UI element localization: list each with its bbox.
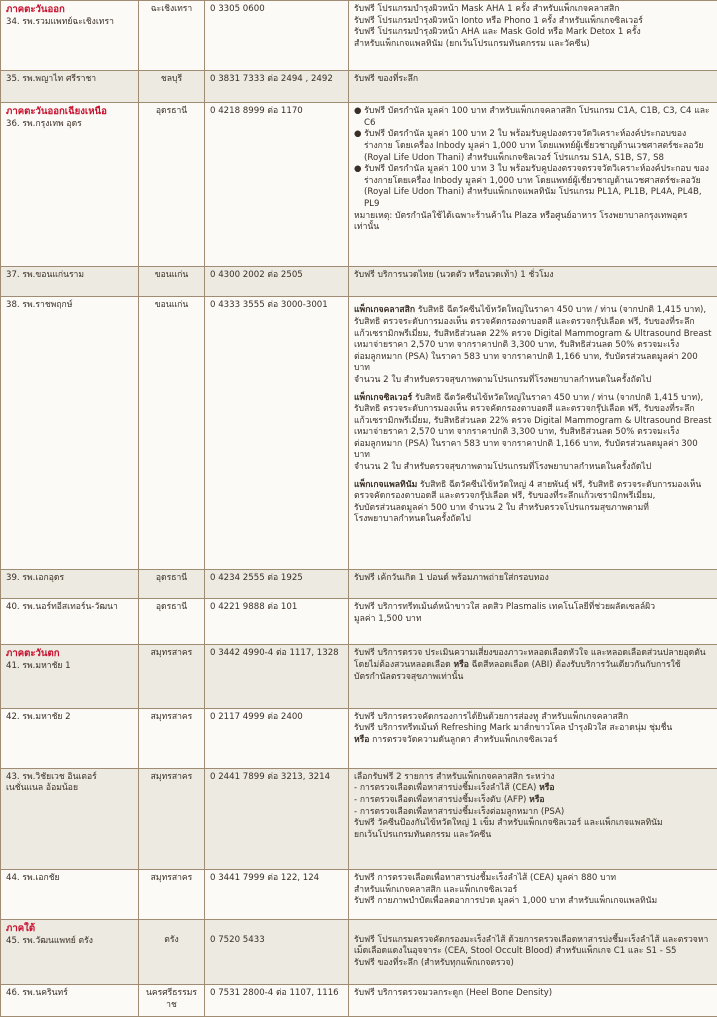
hospital-name: 43. รพ.วิชัยเวช อินเตอร์เนชั่นแนล อ้อมน้อย	[1, 768, 139, 869]
table-row	[1, 569, 717, 599]
privilege-note: หมายเหตุ: บัตรกำนัลใช้ได้เฉพาะร้านค้าใน Plaza หรือศูนย์อาหาร โรงพยาบาลกรุงเทพอุดร เท่านั้น	[354, 210, 688, 233]
table-row	[1, 297, 717, 569]
emphasis-text: หรือ	[529, 795, 545, 806]
package-label: แพ็กเกจซิลเวอร์	[354, 392, 413, 403]
privilege-line: รับฟรี โปรแกรมตรวจคัดกรองมะเร็งลำไส้ ด้วยการตรวจเลือดหาสารบ่งชี้มะเร็งลำไส้ และตรวจหา	[354, 934, 709, 945]
province-cell: สมุทรสาคร	[139, 708, 205, 768]
province-cell: อุดรธานี	[139, 103, 205, 266]
hospital-cell	[1, 1, 139, 71]
privilege-line: รับฟรี โปรแกรมบำรุงผิวหน้า Mask AHA 1 ครั้ง สำหรับแพ็กเกจคลาสสิก	[354, 4, 620, 14]
privilege-line	[354, 818, 712, 830]
privilege-line: รับฟรี การตรวจเลือดเพื่อหาสารบ่งชี้มะเร็งลำไส้ (CEA) มูลค่า 880 บาท	[354, 873, 617, 884]
privilege-line	[354, 783, 712, 795]
privilege-cell	[349, 569, 717, 599]
privilege-bullet: ● รับฟรี บัตรกำนัล มูลค่า 100 บาท 2 ใบ พร้อมรับคูปองตรวจวัดวิเคราะห์องค์ประกอบของร่างกาย โดยเครื่อง Inbody มูลค่า 1,000 บาท โดยแพทย์ผู้เชี่ยวชาญด้านเวชศาสตร์ชะลอวัย (Royal Life Udon Thani) สำหรับแพ็กเกจซิลเวอร์ โปรแกรม S1A, S1B, S7, S8	[354, 129, 704, 163]
package-line: ตรวจคัดกรองตาบอดสี และตรวจกรุ๊ปเลือด ฟรี, รับของที่ระลึกแก้วเซรามิกพรีเมี่ยม,	[354, 491, 656, 502]
phone-cell: 0 2117 4999 ต่อ 2400	[205, 708, 349, 768]
privilege-text: บัตรกำนัลตรวจสุขภาพเท่านั้น	[354, 671, 464, 682]
phone-cell: 0 3441 7999 ต่อ 122, 124	[205, 870, 349, 920]
package-line: รับสิทธิ ตรวจระดับการมองเห็น ตรวจคัดกรองตาบอดสี และตรวจกรุ๊ปเลือด ฟรี, รับของที่ระลึก	[354, 404, 695, 415]
privilege-text: รับฟรี บริการทรีทเม้นท์ Refreshing Mark มาส์กขาวโคล บำรุงผิวใส สะอาดนุ่ม ชุ่มชื่น	[354, 723, 673, 734]
privilege-text: - การตรวจเลือดเพื่อหาสารบ่งชี้มะเร็งต่อมลูกหมาก (PSA)	[354, 806, 565, 817]
privilege-line: สำหรับแพ็กเกจแพลทินัม (ยกเว้นโปรแกรมทันตกรรม และวัคซีน)	[354, 38, 590, 49]
package-line: เหมาจ่ายราคา 2,570 บาท จากราคาปกติ 3,300 บาท, รับสิทธิส่วนลด 50% ตรวจมะเร็ง	[354, 427, 680, 438]
province-cell: ฉะเชิงเทรา	[139, 1, 205, 71]
privilege-cell	[349, 645, 717, 708]
package-text: รับสิทธิ ฉีดวัคซีนไข้หวัดใหญ่ 4 สายพันธุ์ ฟรี, รับสิทธิ ตรวจระดับการมองเห็น	[417, 479, 702, 490]
package-line: ต่อมลูกหมาก (PSA) ในราคา 583 บาท จากราคาปกติ 1,166 บาท, รับบัตรส่วนลดมูลค่า 200 บาท	[354, 351, 698, 374]
phone-cell: 0 4333 3555 ต่อ 3000-3001	[205, 297, 349, 569]
phone-cell: 0 4218 8999 ต่อ 1170	[205, 103, 349, 266]
hospital-name: 35. รพ.พญาไท ศรีราชา	[1, 70, 139, 103]
table-row	[1, 599, 717, 645]
privilege-line	[354, 795, 712, 807]
privilege-line	[354, 648, 712, 660]
privilege-cell	[349, 103, 717, 266]
package-label: แพ็กเกจคลาสสิก	[354, 305, 416, 316]
table-row	[1, 266, 717, 297]
privilege-cell	[349, 708, 717, 768]
privilege-cell	[349, 985, 717, 1017]
hospital-name: 42. รพ.มหาชัย 2	[1, 708, 139, 768]
privilege-text: การตรวจวัดความดันลูกตา สำหรับแพ็กเกจซิลเวอร์	[369, 734, 558, 745]
phone-cell: 0 3305 0600	[205, 1, 349, 71]
privilege-line: รับฟรี บริการนวดไทย (นวดตัว หรือนวดเท้า) 1 ชั่วโมง	[354, 269, 554, 280]
package-line: แก้วเซรามิกพรีเมี่ยม, รับสิทธิส่วนลด 22% ตรวจ Digital Mammogram & Ultrasound Breast	[354, 328, 712, 339]
package-line: เหมาจ่ายราคา 2,570 บาท จากราคาปกติ 3,300 บาท, รับสิทธิส่วนลด 50% ตรวจมะเร็ง	[354, 340, 680, 351]
emphasis-text: หรือ	[539, 783, 555, 794]
province-cell: อุดรธานี	[139, 599, 205, 645]
privilege-line: รับฟรี ของที่ระลึก (สำหรับทุกแพ็กเกจตรวจ)	[354, 957, 514, 968]
province-cell: ขอนแก่น	[139, 266, 205, 297]
hospital-name: 36. รพ.กรุงเทพ อุดร	[6, 119, 82, 130]
province-cell: ตรัง	[139, 919, 205, 984]
privilege-line	[354, 712, 712, 724]
privilege-text: - การตรวจเลือดเพื่อหาสารบ่งชี้มะเร็งลำไส้ (CEA)	[354, 783, 540, 794]
privilege-line: เม็ดเลือดแดงในอุจจาระ (CEA, Stool Occult Blood) สำหรับแพ็กเกจ C1 และ S1 - S5	[354, 946, 677, 957]
privilege-line	[354, 660, 712, 672]
privilege-cell	[349, 266, 717, 297]
privilege-cell	[349, 70, 717, 103]
phone-cell: 0 2441 7899 ต่อ 3213, 3214	[205, 768, 349, 869]
privilege-line: รับฟรี บริการทรีทเม้นต์หน้าขาวใส ลดสิว Plasmalis เทคโนโลยีที่ช่วยผลัดเซลล์ผิว	[354, 602, 656, 613]
privilege-text: รับฟรี วัคซีนป้องกันไข้หวัดใหญ่ 1 เข็ม สำหรับแพ็กเกจซิลเวอร์ และแพ็กเกจแพลทินัม	[354, 818, 663, 829]
privilege-line: รับฟรี โปรแกรมบำรุงผิวหน้า Ionto หรือ Phono 1 ครั้ง สำหรับแพ็กเกจซิลเวอร์	[354, 15, 643, 26]
phone-cell: 0 4234 2555 ต่อ 1925	[205, 569, 349, 599]
hospital-name: 41. รพ.มหาชัย 1	[6, 661, 71, 672]
table-row	[1, 768, 717, 869]
privilege-cell	[349, 599, 717, 645]
hospital-name: 40. รพ.นอร์ทอีสเทอร์น-วัฒนา	[1, 599, 139, 645]
bullet-text: รับฟรี บัตรกำนัล มูลค่า 100 บาท 3 ใบ พร้อมรับคูปองตรวจตรวจวัดวิเคราะห์องค์ประกอบ ของร่างกายโดยเครื่อง Inbody มูลค่า 1,000 บาท โดยแพทย์ผู้เชี่ยวชาญด้านเวชศาสตร์ชะลอวัย (Royal Life Udon Thani) สำหรับแพ็กเกจแพลทินัม โปรแกรม PL1A, PL1B, PL4A, PL4B, PL9	[364, 164, 709, 210]
province-cell: นครศรีธรรมราช	[139, 985, 205, 1017]
privilege-line: รับฟรี บริการตรวจมวลกระดูก (Heel Bone Density)	[354, 988, 553, 999]
emphasis-text: หรือ	[453, 660, 469, 671]
hospital-name: 38. รพ.ราชพฤกษ์	[1, 297, 139, 569]
privilege-line	[354, 772, 712, 784]
province-cell: อุดรธานี	[139, 569, 205, 599]
region-heading: ภาคตะวันออกเฉียงเหนือ	[6, 106, 107, 118]
privilege-line: มูลค่า 1,500 บาท	[354, 613, 422, 624]
province-cell: สมุทรสาคร	[139, 645, 205, 708]
phone-cell: 0 4221 9888 ต่อ 101	[205, 599, 349, 645]
privilege-text: - การตรวจเลือดเพื่อหาสารบ่งชี้มะเร็งตับ (AFP)	[354, 795, 530, 806]
package-line: แก้วเซรามิกพรีเมี่ยม, รับสิทธิส่วนลด 22% ตรวจ Digital Mammogram & Ultrasound Breast	[354, 415, 712, 426]
phone-cell: 0 7531 2800-4 ต่อ 1107, 1116	[205, 985, 349, 1017]
privilege-text: ยกเว้นโปรแกรมทันตกรรม และวัคซีน	[354, 829, 492, 840]
privilege-line	[354, 723, 712, 735]
province-cell: สมุทรสาคร	[139, 870, 205, 920]
privilege-line: รับฟรี ของที่ระลึก	[354, 73, 419, 84]
table-row	[1, 919, 717, 984]
hospital-name: 44. รพ.เอกชัย	[1, 870, 139, 920]
package-paragraph-first	[354, 393, 712, 405]
privilege-text: เลือกรับฟรี 2 รายการ สำหรับแพ็กเกจคลาสสิก ระหว่าง	[354, 771, 555, 782]
hospital-name: 45. รพ.วัฒนแพทย์ ตรัง	[6, 935, 93, 946]
package-paragraph-first	[354, 480, 712, 492]
table-row	[1, 870, 717, 920]
package-line: จำนวน 2 ใบ สำหรับตรวจสุขภาพตามโปรแกรมที่โรงพยาบาลกำหนดในครั้งถัดไป	[354, 374, 652, 385]
province-cell: ขอนแก่น	[139, 297, 205, 569]
privilege-line: รับฟรี โปรแกรมบำรุงผิวหน้า AHA และ Mask Gold หรือ Mark Detox 1 ครั้ง	[354, 27, 641, 38]
hospital-name: 37. รพ.ขอนแก่นราม	[1, 266, 139, 297]
hospital-cell	[1, 103, 139, 266]
province-cell: ชลบุรี	[139, 70, 205, 103]
phone-cell: 0 4300 2002 ต่อ 2505	[205, 266, 349, 297]
privilege-bullet: ● รับฟรี บัตรกำนัล มูลค่า 100 บาท สำหรับแพ็กเกจคลาสสิก โปรแกรม C1A, C1B, C3, C4 และ C6	[354, 106, 710, 128]
privilege-cell	[349, 297, 717, 569]
table-row	[1, 1, 717, 71]
region-heading: ภาคตะวันตก	[6, 648, 60, 660]
privilege-text: รับฟรี บริการตรวจ ประเมินความเสี่ยงของภาวะหลอดเลือดหัวใจ และหลอดเลือดส่วนปลายอุดตัน	[354, 648, 706, 659]
bullet-text: รับฟรี บัตรกำนัล มูลค่า 100 บาท 2 ใบ พร้อมรับคูปองตรวจวัดวิเคราะห์องค์ประกอบของร่างกาย โดยเครื่อง Inbody มูลค่า 1,000 บาท โดยแพทย์ผู้เชี่ยวชาญด้านเวชศาสตร์ชะลอวัย (Royal Life Udon Thani) สำหรับแพ็กเกจซิลเวอร์ โปรแกรม S1A, S1B, S7, S8	[364, 129, 704, 163]
privilege-line	[354, 830, 712, 842]
hospital-cell	[1, 919, 139, 984]
package-line: จำนวน 2 ใบ สำหรับตรวจสุขภาพตามโปรแกรมที่โรงพยาบาลกำหนดในครั้งถัดไป	[354, 462, 652, 473]
package-label: แพ็กเกจแพลทินัม	[354, 479, 418, 490]
privilege-line	[354, 807, 712, 819]
privilege-cell	[349, 919, 717, 984]
privilege-cell	[349, 870, 717, 920]
table-row	[1, 103, 717, 266]
privilege-text: โดยไม่ต้องสวนหลอดเลือด	[354, 660, 454, 671]
privilege-cell	[349, 1, 717, 71]
bullet-text: รับฟรี บัตรกำนัล มูลค่า 100 บาท สำหรับแพ็กเกจคลาสสิก โปรแกรม C1A, C1B, C3, C4 และ C6	[364, 106, 710, 128]
privilege-bullet: ● รับฟรี บัตรกำนัล มูลค่า 100 บาท 3 ใบ พร้อมรับคูปองตรวจตรวจวัดวิเคราะห์องค์ประกอบ ของร่างกายโดยเครื่อง Inbody มูลค่า 1,000 บาท โดยแพทย์ผู้เชี่ยวชาญด้านเวชศาสตร์ชะลอวัย (Royal Life Udon Thani) สำหรับแพ็กเกจแพลทินัม โปรแกรม PL1A, PL1B, PL4A, PL4B, PL9	[354, 164, 709, 210]
package-line: รับบัตรส่วนลดมูลค่า 500 บาท จำนวน 2 ใบ สำหรับตรวจโปรแกรมสุขภาพตามที่	[354, 502, 649, 513]
phone-cell: 0 3442 4990-4 ต่อ 1117, 1328	[205, 645, 349, 708]
privilege-text: ฉีดสีหลอดเลือด (ABI) ต้องรับบริการวันเดียวกันกับการใช้	[468, 660, 681, 671]
phone-cell: 0 3831 7333 ต่อ 2494 , 2492	[205, 70, 349, 103]
hospital-name: 39. รพ.เอกอุดร	[1, 569, 139, 599]
package-line: ต่อมลูกหมาก (PSA) ในราคา 583 บาท จากราคาปกติ 1,166 บาท, รับบัตรส่วนลดมูลค่า 300 บาท	[354, 438, 698, 461]
table-row	[1, 70, 717, 103]
package-line: รับสิทธิ ตรวจระดับการมองเห็น ตรวจคัดกรองตาบอดสี และตรวจกรุ๊ปเลือด ฟรี, รับของที่ระลึก	[354, 316, 695, 327]
privilege-cell	[349, 768, 717, 869]
package-paragraph-first	[354, 305, 712, 317]
emphasis-text: หรือ	[354, 734, 370, 745]
package-text: รับสิทธิ ฉีดวัคซีนไข้หวัดใหญ่ในราคา 450 บาท / ท่าน (จากปกติ 1,415 บาท),	[412, 392, 704, 403]
privilege-line: รับฟรี เค้กวันเกิด 1 ปอนด์ พร้อมภาพถ่ายใส่กรอบทอง	[354, 572, 549, 583]
region-heading: ภาคใต้	[6, 922, 36, 934]
privilege-text: รับฟรี บริการตรวจคัดกรองการได้ยินด้วยการส่องหู สำหรับแพ็กเกจคลาสสิก	[354, 711, 629, 722]
package-line: โรงพยาบาลกำหนดในครั้งถัดไป	[354, 514, 471, 525]
hospital-name: 34. รพ.รวมแพทย์ฉะเชิงเทรา	[6, 17, 114, 27]
table-row	[1, 708, 717, 768]
hospital-name: 46. รพ.นครินทร์	[1, 985, 139, 1017]
region-heading: ภาคตะวันออก	[6, 4, 65, 15]
phone-cell: 0 7520 5433	[205, 919, 349, 984]
privilege-line	[354, 735, 712, 747]
province-cell: สมุทรสาคร	[139, 768, 205, 869]
table-row	[1, 985, 717, 1017]
privilege-line: รับฟรี กายภาพบำบัดเพื่อลดอาการปวด มูลค่า 1,000 บาท สำหรับแพ็กเกจแพลทินัม	[354, 896, 658, 907]
table-row	[1, 645, 717, 708]
privilege-line	[354, 672, 712, 684]
package-text: รับสิทธิ ฉีดวัคซีนไข้หวัดใหญ่ในราคา 450 บาท / ท่าน (จากปกติ 1,415 บาท),	[415, 305, 707, 316]
hospital-cell	[1, 645, 139, 708]
privilege-line: สำหรับแพ็กเกจคลาสสิก และแพ็กเกจซิลเวอร์	[354, 884, 518, 895]
